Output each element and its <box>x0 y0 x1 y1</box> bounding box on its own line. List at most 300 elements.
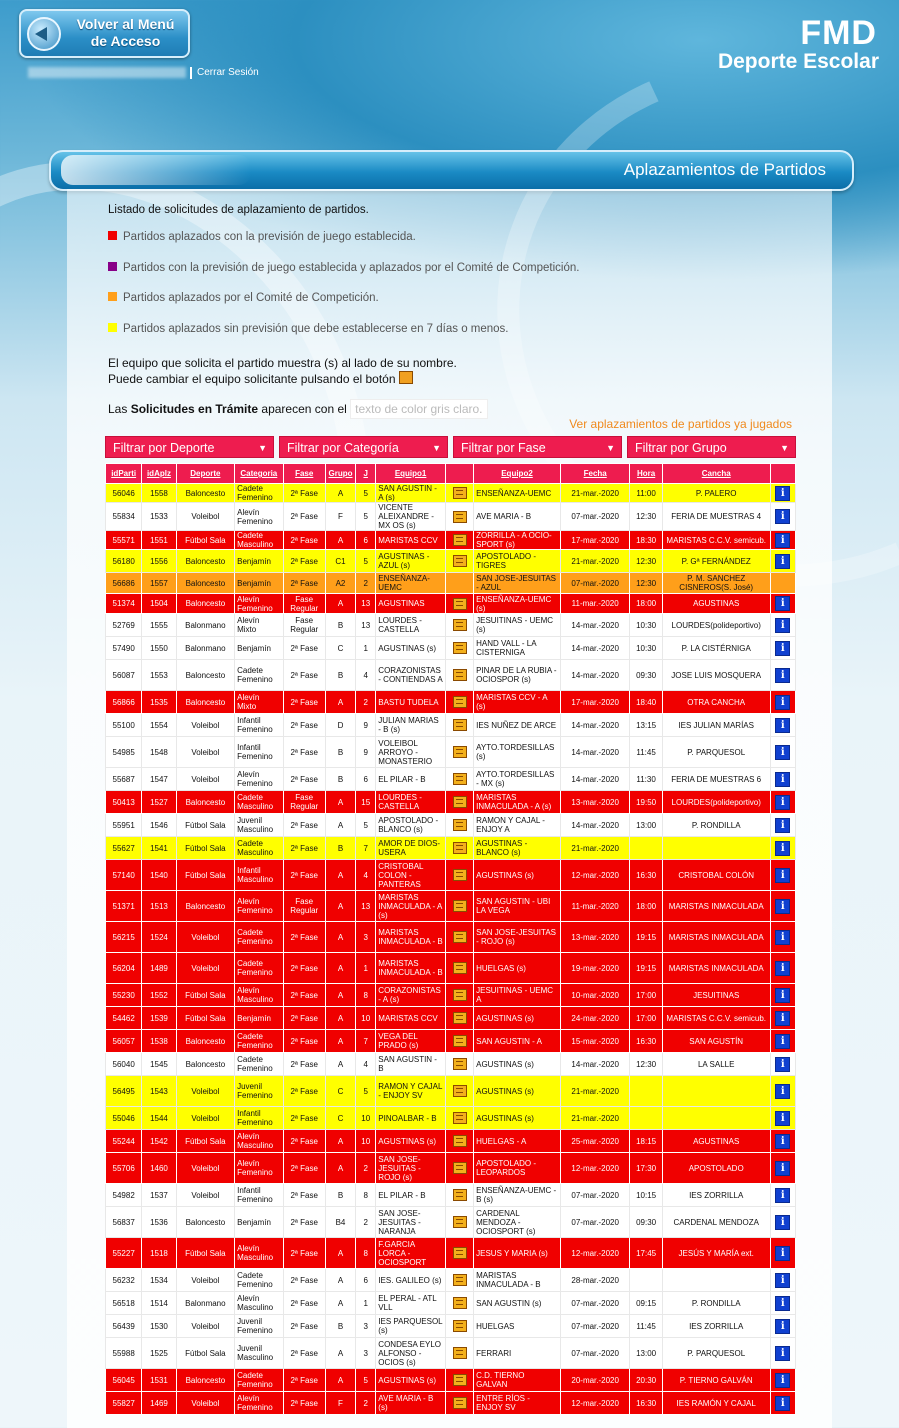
col-jornada[interactable]: J <box>356 464 376 484</box>
col-deporte[interactable]: Deporte <box>176 464 235 484</box>
swap-team-icon[interactable] <box>453 1274 467 1286</box>
cell-grupo: A <box>325 1369 355 1392</box>
info-icon[interactable]: i <box>775 1346 790 1361</box>
info-cell <box>770 953 795 984</box>
cell-idaplz: 1556 <box>142 550 176 573</box>
cell-categoria: Alevín Masculino <box>235 1292 283 1315</box>
filter-fase[interactable] <box>453 436 622 458</box>
cell-fase: 2ª Fase <box>283 660 325 691</box>
cell-hora: 17:45 <box>630 1238 662 1269</box>
cell-grupo: A <box>325 484 355 503</box>
info-icon[interactable]: i <box>775 1161 790 1176</box>
col-equipo1[interactable]: Equipo1 <box>376 464 446 484</box>
table-row <box>106 1030 796 1053</box>
info-icon[interactable]: i <box>775 841 790 856</box>
cell-equipo1: AGUSTINAS - AZUL (s) <box>376 550 446 573</box>
cell-cancha: MARISTAS INMACULADA <box>662 922 770 953</box>
cell-equipo1: SAN AGUSTIN - A (s) <box>376 484 446 503</box>
table-row <box>106 1007 796 1030</box>
table-row <box>106 791 796 814</box>
swap-team-icon[interactable] <box>453 962 467 974</box>
cell-cancha: P. RONDILLA <box>662 814 770 837</box>
swap-team-icon[interactable] <box>453 796 467 808</box>
info-cell <box>770 922 795 953</box>
cell-idparti: 56837 <box>106 1207 142 1238</box>
cell-equipo2: SAN AGUSTIN (s) <box>474 1292 561 1315</box>
cell-cancha: P. Gª FERNÁNDEZ <box>662 550 770 573</box>
swap-team-icon[interactable] <box>453 719 467 731</box>
swap-team-icon[interactable] <box>453 819 467 831</box>
cell-hora: 16:30 <box>630 1030 662 1053</box>
cell-idparti: 55227 <box>106 1238 142 1269</box>
info-icon[interactable]: i <box>775 795 790 810</box>
cell-idaplz: 1536 <box>142 1207 176 1238</box>
cell-fase: 2ª Fase <box>283 1107 325 1130</box>
info-icon[interactable]: i <box>775 533 790 548</box>
cell-idparti: 56686 <box>106 573 142 594</box>
cell-cancha: APOSTOLADO <box>662 1153 770 1184</box>
cell-deporte: Voleibol <box>176 1076 235 1107</box>
swap-team-icon[interactable] <box>453 1035 467 1047</box>
cell-cancha: P. PARQUESOL <box>662 737 770 768</box>
cell-idparti: 56045 <box>106 1369 142 1392</box>
cell-idparti: 55571 <box>106 531 142 550</box>
cell-idparti: 51374 <box>106 594 142 614</box>
info-icon[interactable]: i <box>775 1319 790 1334</box>
swap-team-icon[interactable] <box>453 555 467 567</box>
info-icon[interactable]: i <box>775 641 790 656</box>
info-icon[interactable]: i <box>775 1057 790 1072</box>
table-row <box>106 1392 796 1415</box>
cell-deporte: Balonmano <box>176 1292 235 1315</box>
cell-categoria: Cadete Femenino <box>235 1369 283 1392</box>
table-row <box>106 1207 796 1238</box>
swap-team-icon <box>399 371 413 384</box>
played-postponements-link[interactable]: Ver aplazamientos de partidos ya jugados <box>569 417 792 431</box>
info-icon[interactable]: i <box>775 1011 790 1026</box>
cell-idaplz: 1513 <box>142 891 176 922</box>
cell-categoria: Cadete Femenino <box>235 922 283 953</box>
cell-fecha: 13-mar.-2020 <box>560 791 630 814</box>
cell-fase: Fase Regular <box>283 791 325 814</box>
swap-team-icon[interactable] <box>453 1320 467 1332</box>
info-icon[interactable]: i <box>775 1134 790 1149</box>
cell-grupo: C <box>325 637 355 660</box>
swap-team-icon[interactable] <box>453 773 467 785</box>
tramite-suffix: aparecen con el <box>258 402 351 416</box>
info-cell <box>770 1030 795 1053</box>
swap-team-icon[interactable] <box>453 1162 467 1174</box>
cell-cancha: FERIA DE MUESTRAS 6 <box>662 768 770 791</box>
table-row <box>106 1315 796 1338</box>
info-icon[interactable]: i <box>775 868 790 883</box>
swap-cell <box>445 573 473 594</box>
logo-fmd: FMD <box>800 14 877 52</box>
cell-hora: 11:00 <box>630 484 662 503</box>
cell-hora: 12:30 <box>630 1053 662 1076</box>
cell-idparti: 54985 <box>106 737 142 768</box>
info-cell <box>770 737 795 768</box>
cell-jornada: 10 <box>356 1007 376 1030</box>
cell-equipo1: EL PILAR - B <box>376 1184 446 1207</box>
swap-team-icon[interactable] <box>453 642 467 654</box>
cell-equipo2: APOSTOLADO - TIGRES <box>474 550 561 573</box>
info-icon[interactable]: i <box>775 1111 790 1126</box>
cell-idaplz: 1555 <box>142 614 176 637</box>
cell-grupo: A <box>325 1269 355 1292</box>
swap-team-icon[interactable] <box>453 1297 467 1309</box>
cell-equipo1: IES PARQUESOL (s) <box>376 1315 446 1338</box>
swap-team-icon[interactable] <box>453 598 467 610</box>
cell-jornada: 3 <box>356 1338 376 1369</box>
cell-idparti: 55230 <box>106 984 142 1007</box>
cell-idparti: 55687 <box>106 768 142 791</box>
info-icon[interactable]: i <box>775 509 790 524</box>
cell-deporte: Baloncesto <box>176 1030 235 1053</box>
cell-jornada: 2 <box>356 1392 376 1415</box>
cell-jornada: 5 <box>356 484 376 503</box>
cell-deporte: Voleibol <box>176 1315 235 1338</box>
cell-jornada: 6 <box>356 1269 376 1292</box>
info-cell <box>770 484 795 503</box>
info-icon[interactable]: i <box>775 668 790 683</box>
cell-categoria: Alevín Mixto <box>235 691 283 714</box>
swap-cell <box>445 837 473 860</box>
swap-team-icon[interactable] <box>453 1012 467 1024</box>
cell-fase: 2ª Fase <box>283 1007 325 1030</box>
col-categoria[interactable]: Categoria <box>235 464 283 484</box>
info-cell <box>770 1269 795 1292</box>
cell-hora: 11:45 <box>630 737 662 768</box>
table-row <box>106 737 796 768</box>
cell-deporte: Baloncesto <box>176 573 235 594</box>
cell-equipo1: BASTU TUDELA <box>376 691 446 714</box>
cell-idparti: 55988 <box>106 1338 142 1369</box>
info-icon[interactable]: i <box>775 718 790 733</box>
swap-team-icon[interactable] <box>453 534 467 546</box>
cell-grupo: B4 <box>325 1207 355 1238</box>
cell-cancha: MARISTAS INMACULADA <box>662 953 770 984</box>
cell-grupo: C <box>325 1076 355 1107</box>
cell-fase: 2ª Fase <box>283 637 325 660</box>
cell-fecha: 14-mar.-2020 <box>560 737 630 768</box>
cell-jornada: 15 <box>356 791 376 814</box>
info-icon[interactable]: i <box>775 899 790 914</box>
cell-deporte: Fútbol Sala <box>176 984 235 1007</box>
cell-deporte: Voleibol <box>176 1153 235 1184</box>
table-row <box>106 837 796 860</box>
tramite-sample: texto de color gris claro. <box>350 399 487 419</box>
cell-grupo: F <box>325 1392 355 1415</box>
swap-cell <box>445 984 473 1007</box>
cell-deporte: Voleibol <box>176 737 235 768</box>
cell-fase: 2ª Fase <box>283 922 325 953</box>
cell-fecha: 07-mar.-2020 <box>560 1207 630 1238</box>
cell-deporte: Fútbol Sala <box>176 1338 235 1369</box>
swap-team-icon[interactable] <box>453 1189 467 1201</box>
cell-equipo1: F.GARCIA LORCA - OCIOSPORT <box>376 1238 446 1269</box>
back-to-menu-button[interactable] <box>19 9 190 58</box>
cell-fase: 2ª Fase <box>283 503 325 531</box>
swap-cell <box>445 1153 473 1184</box>
cell-cancha: MARISTAS INMACULADA <box>662 891 770 922</box>
cell-fecha: 17-mar.-2020 <box>560 531 630 550</box>
table-row <box>106 1238 796 1269</box>
cell-equipo1: MARISTAS CCV <box>376 531 446 550</box>
cell-jornada: 7 <box>356 1030 376 1053</box>
swap-cell <box>445 660 473 691</box>
cell-jornada: 8 <box>356 1238 376 1269</box>
info-cell <box>770 1153 795 1184</box>
swap-team-icon[interactable] <box>453 511 467 523</box>
table-header-row <box>106 464 796 484</box>
cell-hora <box>630 1076 662 1107</box>
swap-team-icon[interactable] <box>453 1347 467 1359</box>
cell-fecha: 12-mar.-2020 <box>560 860 630 891</box>
cell-idaplz: 1524 <box>142 922 176 953</box>
info-icon[interactable]: i <box>775 618 790 633</box>
cell-equipo1: SAN AGUSTIN - B <box>376 1053 446 1076</box>
swap-team-icon[interactable] <box>453 696 467 708</box>
cell-idparti: 55706 <box>106 1153 142 1184</box>
swap-cell <box>445 791 473 814</box>
swap-team-icon[interactable] <box>453 900 467 912</box>
logout-link[interactable]: Cerrar Sesión <box>197 67 259 78</box>
cell-equipo2: RAMON Y CAJAL - ENJOY A <box>474 814 561 837</box>
info-icon[interactable]: i <box>775 988 790 1003</box>
table-row <box>106 714 796 737</box>
swap-team-icon[interactable] <box>453 869 467 881</box>
info-icon[interactable]: i <box>775 745 790 760</box>
legend-item-purple <box>108 262 579 274</box>
col-equipo2[interactable]: Equipo2 <box>474 464 561 484</box>
swap-team-icon[interactable] <box>453 487 467 499</box>
cell-idparti: 56040 <box>106 1053 142 1076</box>
cell-grupo: A <box>325 1238 355 1269</box>
cell-equipo1: MARISTAS INMACULADA - B <box>376 922 446 953</box>
cell-fase: 2ª Fase <box>283 573 325 594</box>
swap-team-icon[interactable] <box>453 746 467 758</box>
cell-jornada: 5 <box>356 550 376 573</box>
cell-idaplz: 1531 <box>142 1369 176 1392</box>
back-button-label-line2: de Acceso <box>90 33 161 49</box>
cell-cancha: LOURDES(polideportivo) <box>662 614 770 637</box>
info-icon[interactable]: i <box>775 1396 790 1411</box>
cell-cancha: IES RAMÓN Y CAJAL <box>662 1392 770 1415</box>
cell-idaplz: 1535 <box>142 691 176 714</box>
info-icon[interactable]: i <box>775 554 790 569</box>
swap-team-icon[interactable] <box>453 1374 467 1386</box>
table-row <box>106 860 796 891</box>
cell-equipo1: VOLEIBOL ARROYO - MONASTERIO <box>376 737 446 768</box>
col-cancha[interactable]: Cancha <box>662 464 770 484</box>
info-icon[interactable]: i <box>775 1215 790 1230</box>
cell-idparti: 55244 <box>106 1130 142 1153</box>
cell-idaplz: 1533 <box>142 503 176 531</box>
cell-deporte: Baloncesto <box>176 484 235 503</box>
cell-fase: 2ª Fase <box>283 1053 325 1076</box>
cell-idparti: 50413 <box>106 791 142 814</box>
cell-jornada: 7 <box>356 837 376 860</box>
info-icon[interactable]: i <box>775 1273 790 1288</box>
table-row <box>106 1130 796 1153</box>
info-icon[interactable]: i <box>775 818 790 833</box>
swap-team-icon[interactable] <box>453 1216 467 1228</box>
cell-equipo2: JESUS Y MARIA (s) <box>474 1238 561 1269</box>
cell-equipo2: AYTO.TORDESILLAS (s) <box>474 737 561 768</box>
cell-deporte: Baloncesto <box>176 691 235 714</box>
cell-idparti: 55046 <box>106 1107 142 1130</box>
cell-cancha: FERIA DE MUESTRAS 4 <box>662 503 770 531</box>
cell-idparti: 55100 <box>106 714 142 737</box>
table-row <box>106 1269 796 1292</box>
info-cell <box>770 714 795 737</box>
cell-jornada: 5 <box>356 503 376 531</box>
info-icon[interactable]: i <box>775 1373 790 1388</box>
user-name <box>28 67 186 78</box>
cell-equipo2: SAN AGUSTIN - UBI LA VEGA <box>474 891 561 922</box>
swap-team-icon[interactable] <box>453 619 467 631</box>
cell-categoria: Alevín Femenino <box>235 891 283 922</box>
info-icon[interactable]: i <box>775 695 790 710</box>
cell-fase: 2ª Fase <box>283 531 325 550</box>
cell-cancha: JESÚS Y MARÍA ext. <box>662 1238 770 1269</box>
info-icon[interactable]: i <box>775 1296 790 1311</box>
cell-equipo2: ENTRE RÍOS - ENJOY SV <box>474 1392 561 1415</box>
cell-categoria: Infantil Masculino <box>235 860 283 891</box>
info-icon[interactable]: i <box>775 930 790 945</box>
legend-swatch <box>108 262 117 271</box>
cell-categoria: Cadete Femenino <box>235 1030 283 1053</box>
table-row <box>106 503 796 531</box>
swap-team-icon[interactable] <box>453 1247 467 1259</box>
cell-equipo1: RAMON Y CAJAL - ENJOY SV <box>376 1076 446 1107</box>
cell-fase: 2ª Fase <box>283 953 325 984</box>
cell-deporte: Baloncesto <box>176 1207 235 1238</box>
cell-equipo1: VICENTE ALEIXANDRE - MX OS (s) <box>376 503 446 531</box>
swap-cell <box>445 860 473 891</box>
cell-equipo1: JULIAN MARIAS - B (s) <box>376 714 446 737</box>
info-icon[interactable]: i <box>775 772 790 787</box>
cell-equipo2: MARISTAS INMACULADA - A (s) <box>474 791 561 814</box>
table-row <box>106 1053 796 1076</box>
cell-equipo1: APOSTOLADO - BLANCO (s) <box>376 814 446 837</box>
info-icon[interactable]: i <box>775 1188 790 1203</box>
filter-deporte[interactable] <box>105 436 274 458</box>
info-icon[interactable]: i <box>775 1084 790 1099</box>
cell-jornada: 10 <box>356 1107 376 1130</box>
cell-fecha: 07-mar.-2020 <box>560 503 630 531</box>
cell-equipo2: HUELGAS <box>474 1315 561 1338</box>
cell-cancha: JESUITINAS <box>662 984 770 1007</box>
cell-grupo: A <box>325 860 355 891</box>
cell-fase: 2ª Fase <box>283 1269 325 1292</box>
filter-label: Filtrar por Grupo <box>635 441 727 455</box>
col-grupo[interactable]: Grupo <box>325 464 355 484</box>
swap-cell <box>445 1292 473 1315</box>
cell-equipo1: EL PILAR - B <box>376 768 446 791</box>
swap-team-icon[interactable] <box>453 1058 467 1070</box>
info-cell <box>770 531 795 550</box>
swap-cell <box>445 1130 473 1153</box>
cell-hora: 18:15 <box>630 1130 662 1153</box>
cell-cancha: IES JULIAN MARÍAS <box>662 714 770 737</box>
cell-hora: 10:30 <box>630 614 662 637</box>
cell-cancha: P. LA CISTÉRNIGA <box>662 637 770 660</box>
info-icon[interactable]: i <box>775 961 790 976</box>
cell-cancha: MARISTAS C.C.V. semicub. <box>662 1007 770 1030</box>
info-icon[interactable]: i <box>775 596 790 611</box>
cell-hora: 18:00 <box>630 891 662 922</box>
cell-equipo1: AGUSTINAS (s) <box>376 637 446 660</box>
cell-cancha: P. RONDILLA <box>662 1292 770 1315</box>
info-cell <box>770 1007 795 1030</box>
swap-cell <box>445 531 473 550</box>
cell-fecha: 21-mar.-2020 <box>560 837 630 860</box>
cell-idaplz: 1527 <box>142 791 176 814</box>
swap-cell <box>445 1315 473 1338</box>
col-hora[interactable]: Hora <box>630 464 662 484</box>
info-icon[interactable]: i <box>775 1034 790 1049</box>
col-fase[interactable]: Fase <box>283 464 325 484</box>
cell-idparti: 56232 <box>106 1269 142 1292</box>
col-fecha[interactable]: Fecha <box>560 464 630 484</box>
cell-categoria: Cadete Femenino <box>235 1053 283 1076</box>
info-icon[interactable]: i <box>775 1246 790 1261</box>
cell-jornada: 5 <box>356 1076 376 1107</box>
swap-team-icon[interactable] <box>453 1135 467 1147</box>
cell-hora: 18:40 <box>630 691 662 714</box>
cell-equipo1: AGUSTINAS (s) <box>376 1369 446 1392</box>
swap-team-icon[interactable] <box>453 989 467 1001</box>
swap-team-icon[interactable] <box>453 931 467 943</box>
swap-cell <box>445 737 473 768</box>
swap-team-icon[interactable] <box>453 1112 467 1124</box>
col-idparti[interactable]: idParti <box>106 464 142 484</box>
swap-team-icon[interactable] <box>453 669 467 681</box>
swap-team-icon[interactable] <box>453 1085 467 1097</box>
logo-subtitle: Deporte Escolar <box>717 50 879 73</box>
filter-grupo[interactable] <box>627 436 796 458</box>
cell-idparti: 56057 <box>106 1030 142 1053</box>
cell-jornada: 5 <box>356 1369 376 1392</box>
swap-cell <box>445 637 473 660</box>
cell-idparti: 56439 <box>106 1315 142 1338</box>
info-icon[interactable]: i <box>775 486 790 501</box>
cell-deporte: Fútbol Sala <box>176 814 235 837</box>
swap-team-icon[interactable] <box>453 842 467 854</box>
swap-team-icon[interactable] <box>453 1397 467 1409</box>
cell-equipo2: ENSEÑANZA-UEMC <box>474 484 561 503</box>
cell-idaplz: 1537 <box>142 1184 176 1207</box>
cell-fecha: 07-mar.-2020 <box>560 1184 630 1207</box>
filter-categoria[interactable] <box>279 436 448 458</box>
cell-fase: 2ª Fase <box>283 1076 325 1107</box>
cell-idparti: 57490 <box>106 637 142 660</box>
cell-fecha: 11-mar.-2020 <box>560 891 630 922</box>
cell-deporte: Fútbol Sala <box>176 860 235 891</box>
cell-fecha: 14-mar.-2020 <box>560 614 630 637</box>
cell-grupo: C <box>325 1107 355 1130</box>
col-idaplz[interactable]: idAplz <box>142 464 176 484</box>
cell-fase: Fase Regular <box>283 891 325 922</box>
cell-jornada: 4 <box>356 860 376 891</box>
cell-jornada: 2 <box>356 1207 376 1238</box>
cell-categoria: Benjamín <box>235 1207 283 1238</box>
info-cell <box>770 791 795 814</box>
swap-cell <box>445 484 473 503</box>
cell-equipo2: AGUSTINAS (s) <box>474 1007 561 1030</box>
